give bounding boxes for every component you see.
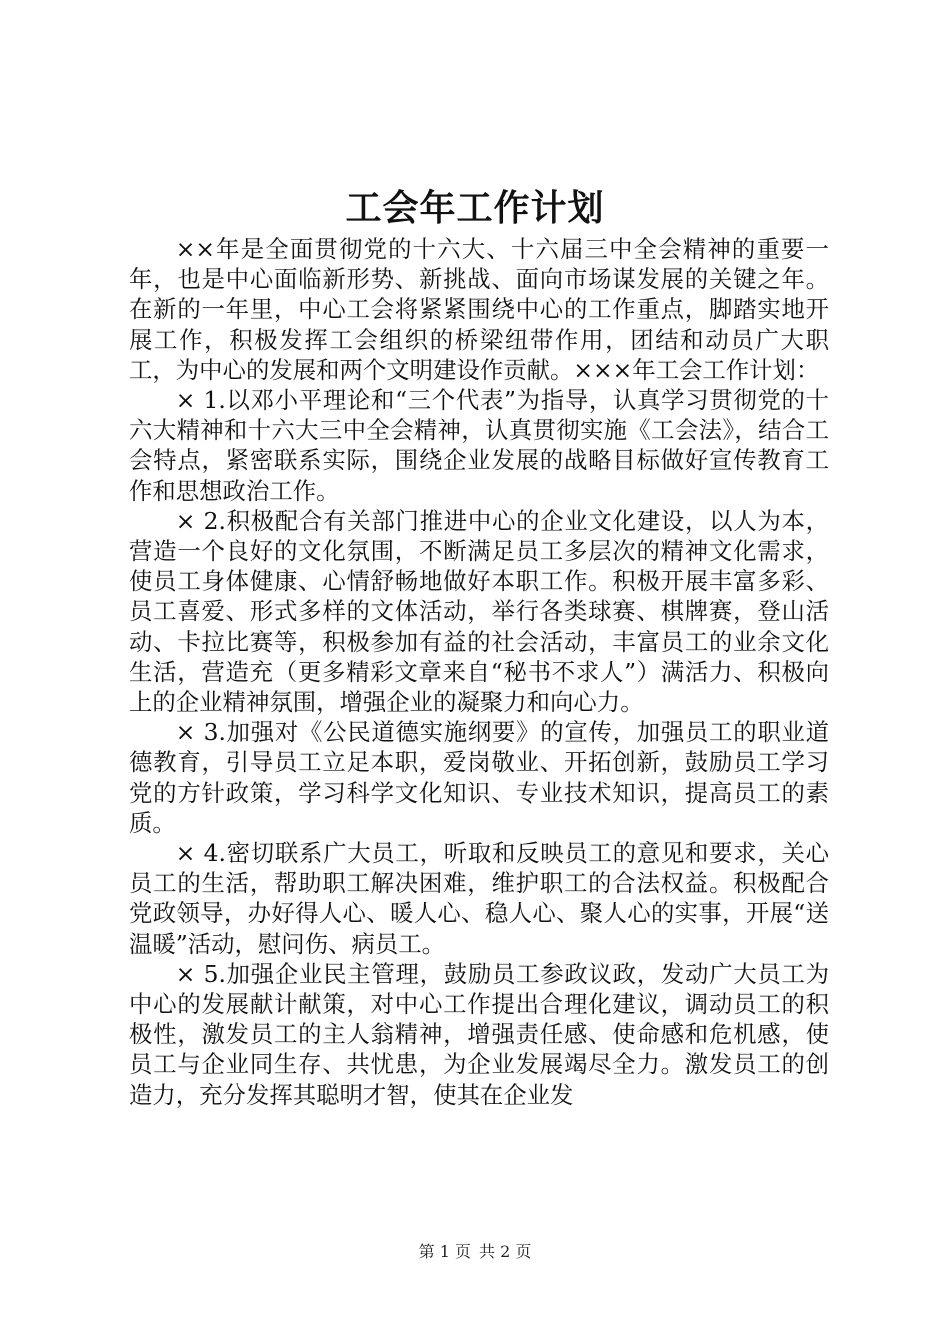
page-total: 共 2 页: [479, 1242, 532, 1261]
page-footer: [0, 1241, 950, 1263]
paragraph-item-3: × 3.加强对《公民道德实施纲要》的宣传，加强员工的职业道德教育，引导员工立足本职，爱岗敬业、开拓创新，鼓励员工学习党的方针政策，学习科学文化知识、专业技术知识，提高员工的素质。: [129, 718, 829, 837]
document-body: [129, 234, 829, 1110]
page-number: 第 1 页: [418, 1242, 471, 1261]
paragraph-item-2: × 2.积极配合有关部门推进中心的企业文化建设，以人为本，营造一个良好的文化氛围，不断满足员工多层次的精神文化需求，使员工身体健康、心情舒畅地做好本职工作。积极开展丰富多彩、员工喜爱、形式多样的文体活动，举行各类球赛、棋牌赛，登山活动、卡拉比赛等，积极参加有益的社会活动，丰富员工的业余文化生活，营造充（更多精彩文章来自“秘书不求人”）满活力、积极向上的企业精神氛围，增强企业的凝聚力和向心力。: [129, 506, 829, 717]
paragraph-item-4: × 4.密切联系广大员工，听取和反映员工的意见和要求，关心员工的生活，帮助职工解决困难，维护职工的合法权益。积极配合党政领导，办好得人心、暖人心、稳人心、聚人心的实事，开展“送温暖”活动，慰问伤、病员工。: [129, 839, 829, 958]
document-title: 工会年工作计划: [345, 187, 605, 229]
paragraph-item-1: × 1.以邓小平理论和“三个代表”为指导，认真学习贯彻党的十六大精神和十六大三中全会精神，认真贯彻实施《工会法》，结合工会特点，紧密联系实际，围绕企业发展的战略目标做好宣传教育工作和思想政治工作。: [129, 386, 829, 505]
paragraph-item-5: × 5.加强企业民主管理，鼓励员工参政议政，发动广大员工为中心的发展献计献策，对中心工作提出合理化建议，调动员工的积极性，激发员工的主人翁精神，增强责任感、使命感和危机感，使员工与企业同生存、共忧患，为企业发展竭尽全力。激发员工的创造力，充分发挥其聪明才智，使其在企业发: [129, 959, 829, 1109]
paragraph-intro: ××年是全面贯彻党的十六大、十六届三中全会精神的重要一年，也是中心面临新形势、新挑战、面向市场谋发展的关键之年。在新的一年里，中心工会将紧紧围绕中心的工作重点，脚踏实地开展工作，积极发挥工会组织的桥梁纽带作用，团结和动员广大职工，为中心的发展和两个文明建设作贡献。×××年工会工作计划：: [129, 235, 829, 384]
